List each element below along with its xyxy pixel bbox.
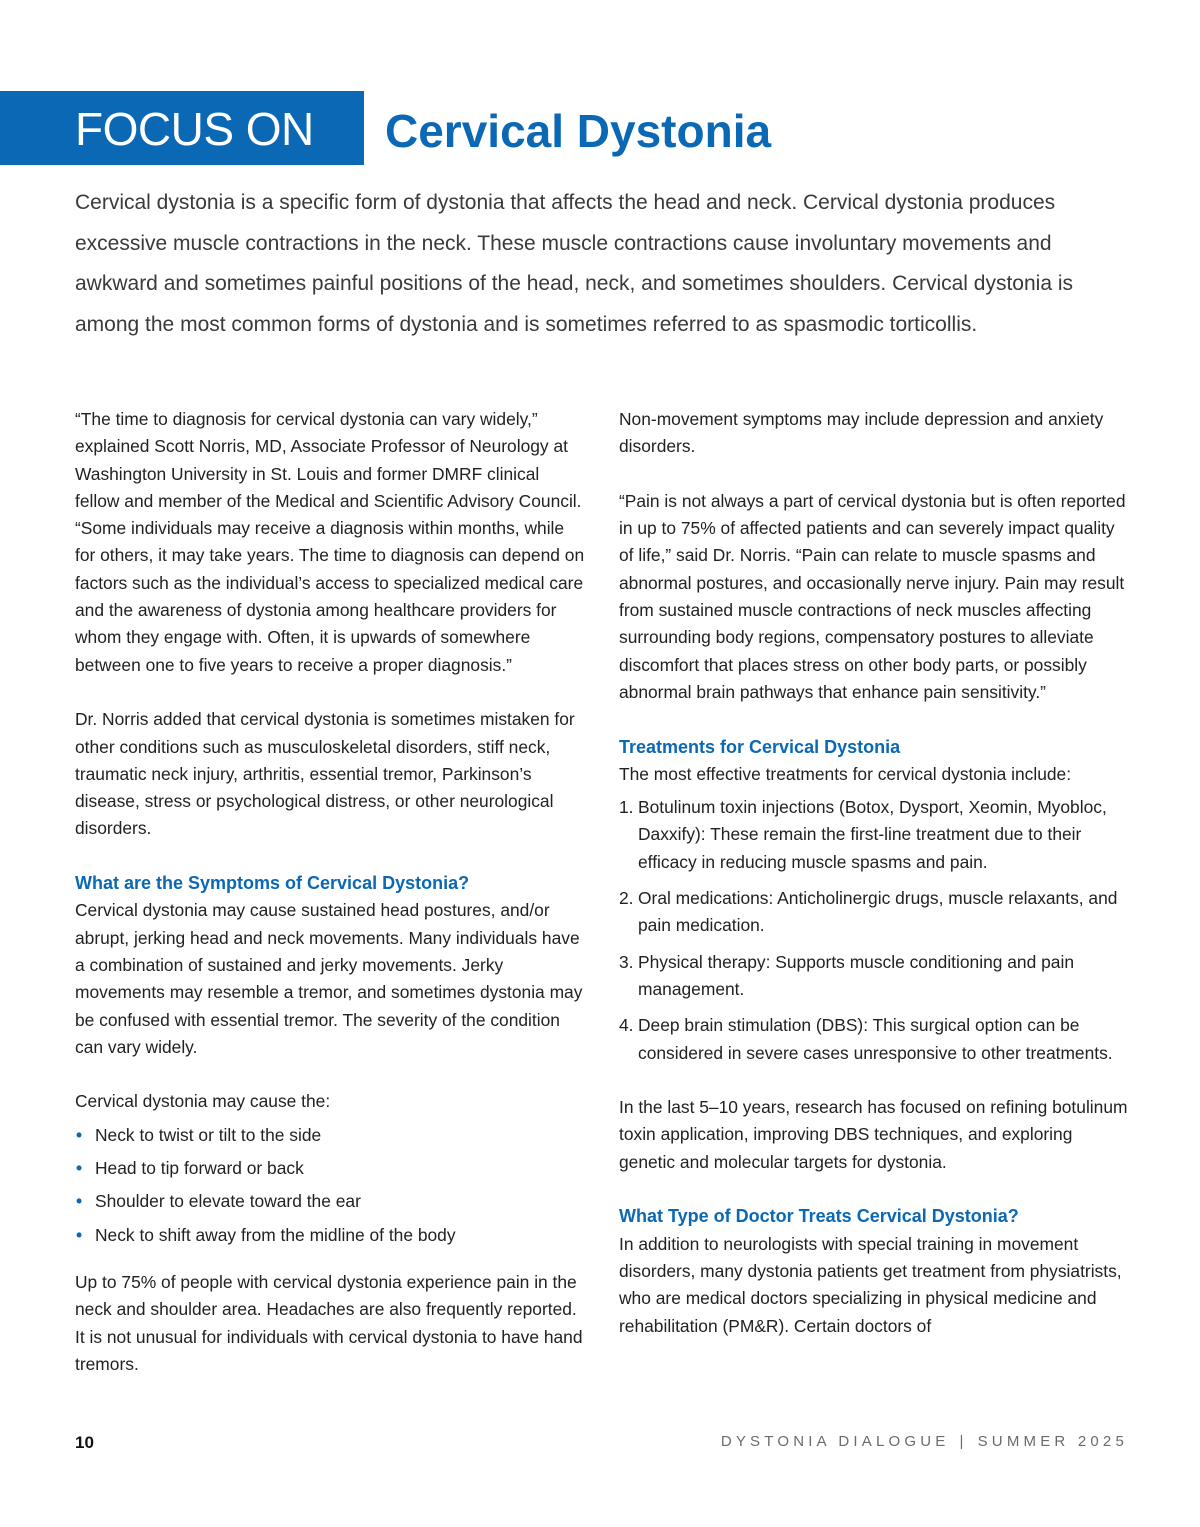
publication-footer bbox=[721, 1433, 1128, 1450]
issue-label: SUMMER 2025 bbox=[977, 1433, 1128, 1450]
list-item: • Shoulder to elevate toward the ear bbox=[75, 1188, 585, 1215]
intro-paragraph: Cervical dystonia is a specific form of dystonia that affects the head and neck. Cervical dystonia produces excessive muscle contractions in the neck. These muscle contractions cause involuntary movements and awkward and sometimes painful positions of the head, neck, and sometimes shoulders. Cervical dystonia is among the most common forms of dystonia and is sometimes referred to as spasmodic torticollis. bbox=[75, 191, 1074, 336]
doctor-heading: What Type of Doctor Treats Cervical Dystonia? bbox=[619, 1206, 1019, 1227]
left-column bbox=[75, 406, 585, 1405]
pain-quote-paragraph: “Pain is not always a part of cervical dystonia but is often reported in up to 75% of affected patients and can severely impact quality of life,” said Dr. Norris. “Pain can relate to muscle spasms and abnormal postures, and occasionally nerve injury. Pain may result from sustained muscle contractions of neck muscles affecting surrounding body regions, compensatory postures to alleviate discomfort that places stress on other body parts, or possibly abnormal brain pathways that enhance pain sensitivity.” bbox=[619, 490, 1126, 702]
page-number: 10 bbox=[75, 1433, 94, 1452]
page-title: Cervical Dystonia bbox=[385, 105, 772, 157]
bullet-icon: • bbox=[76, 1158, 83, 1179]
list-item: • Head to tip forward or back bbox=[75, 1155, 585, 1182]
publication-name: DYSTONIA DIALOGUE bbox=[720, 1433, 950, 1450]
treatments-intro: The most effective treatments for cervical dystonia include: bbox=[619, 763, 1072, 784]
research-paragraph: In the last 5–10 years, research has focused on refining botulinum toxin application, improving DBS techniques, and exploring genetic and molecular targets for dystonia. bbox=[619, 1097, 1128, 1172]
treatments-list bbox=[619, 794, 1129, 1067]
banner-label: FOCUS ON bbox=[75, 103, 314, 155]
list-item: 4. Deep brain stimulation (DBS): This surgical option can be considered in severe cases unresponsive to other treatments. bbox=[619, 1015, 1113, 1063]
bullet-icon: • bbox=[76, 1191, 83, 1212]
non-movement-paragraph: Non-movement symptoms may include depression and anxiety disorders. bbox=[619, 409, 1104, 457]
list-item: 3. Physical therapy: Supports muscle conditioning and pain management. bbox=[619, 951, 1074, 999]
right-column bbox=[619, 406, 1129, 1367]
norris-quote-paragraph: “The time to diagnosis for cervical dystonia can vary widely,” explained Scott Norris, MD, Associate Professor of Neurology at Washington University in St. Louis and former DMRF clinical fellow and member of the Medical and Scientific Advisory Council. “Some individuals may receive a diagnosis within months, while for others, it may take years. The time to diagnosis can depend on factors such as the individual’s access to specialized medical care and the awareness of dystonia among healthcare providers for whom they engage with. Often, it is upwards of somewhere between one to five years to receive a proper diagnosis.” bbox=[75, 409, 585, 675]
misdiagnosis-paragraph: Dr. Norris added that cervical dystonia is sometimes mistaken for other conditions such as musculoskeletal disorders, stiff neck, traumatic neck injury, arthritis, essential tremor, Parkinson’s disease, stress or psychological distress, or other neurological disorders. bbox=[75, 709, 575, 839]
list-item: 1. Botulinum toxin injections (Botox, Dysport, Xeomin, Myobloc, Daxxify): These remain the first-line treatment due to their efficacy in reducing muscle spasms and pain. bbox=[619, 797, 1107, 872]
symptoms-paragraph: Cervical dystonia may cause sustained head postures, and/or abrupt, jerking head and neck movements. Many individuals have a combination of sustained and jerky movements. Jerky movements may resemble a tremor, and sometimes dystonia may be confused with essential tremor. The severity of the condition can vary widely. bbox=[75, 900, 583, 1057]
bullet-icon: • bbox=[76, 1124, 83, 1145]
symptoms-list-intro: Cervical dystonia may cause the: bbox=[75, 1091, 331, 1112]
list-item: • Neck to shift away from the midline of the body bbox=[75, 1222, 585, 1249]
treatments-heading: Treatments for Cervical Dystonia bbox=[619, 736, 901, 757]
pain-paragraph: Up to 75% of people with cervical dystonia experience pain in the neck and shoulder area. Headaches are also frequently reported. It is not unusual for individuals with cervical dystonia to have hand tremors. bbox=[75, 1271, 583, 1374]
symptoms-list bbox=[75, 1122, 585, 1249]
bullet-icon: • bbox=[76, 1224, 83, 1245]
focus-on-banner bbox=[0, 91, 364, 165]
footer-separator: | bbox=[959, 1433, 968, 1450]
list-item: • Neck to twist or tilt to the side bbox=[75, 1122, 585, 1149]
symptoms-heading: What are the Symptoms of Cervical Dystonia? bbox=[75, 873, 470, 894]
doctor-paragraph: In addition to neurologists with special training in movement disorders, many dystonia patients get treatment from physiatrists, who are medical doctors specializing in physical medicine and rehabilitation (PM&R). Certain doctors of bbox=[619, 1233, 1122, 1336]
list-item: 2. Oral medications: Anticholinergic drugs, muscle relaxants, and pain medication. bbox=[619, 888, 1118, 936]
